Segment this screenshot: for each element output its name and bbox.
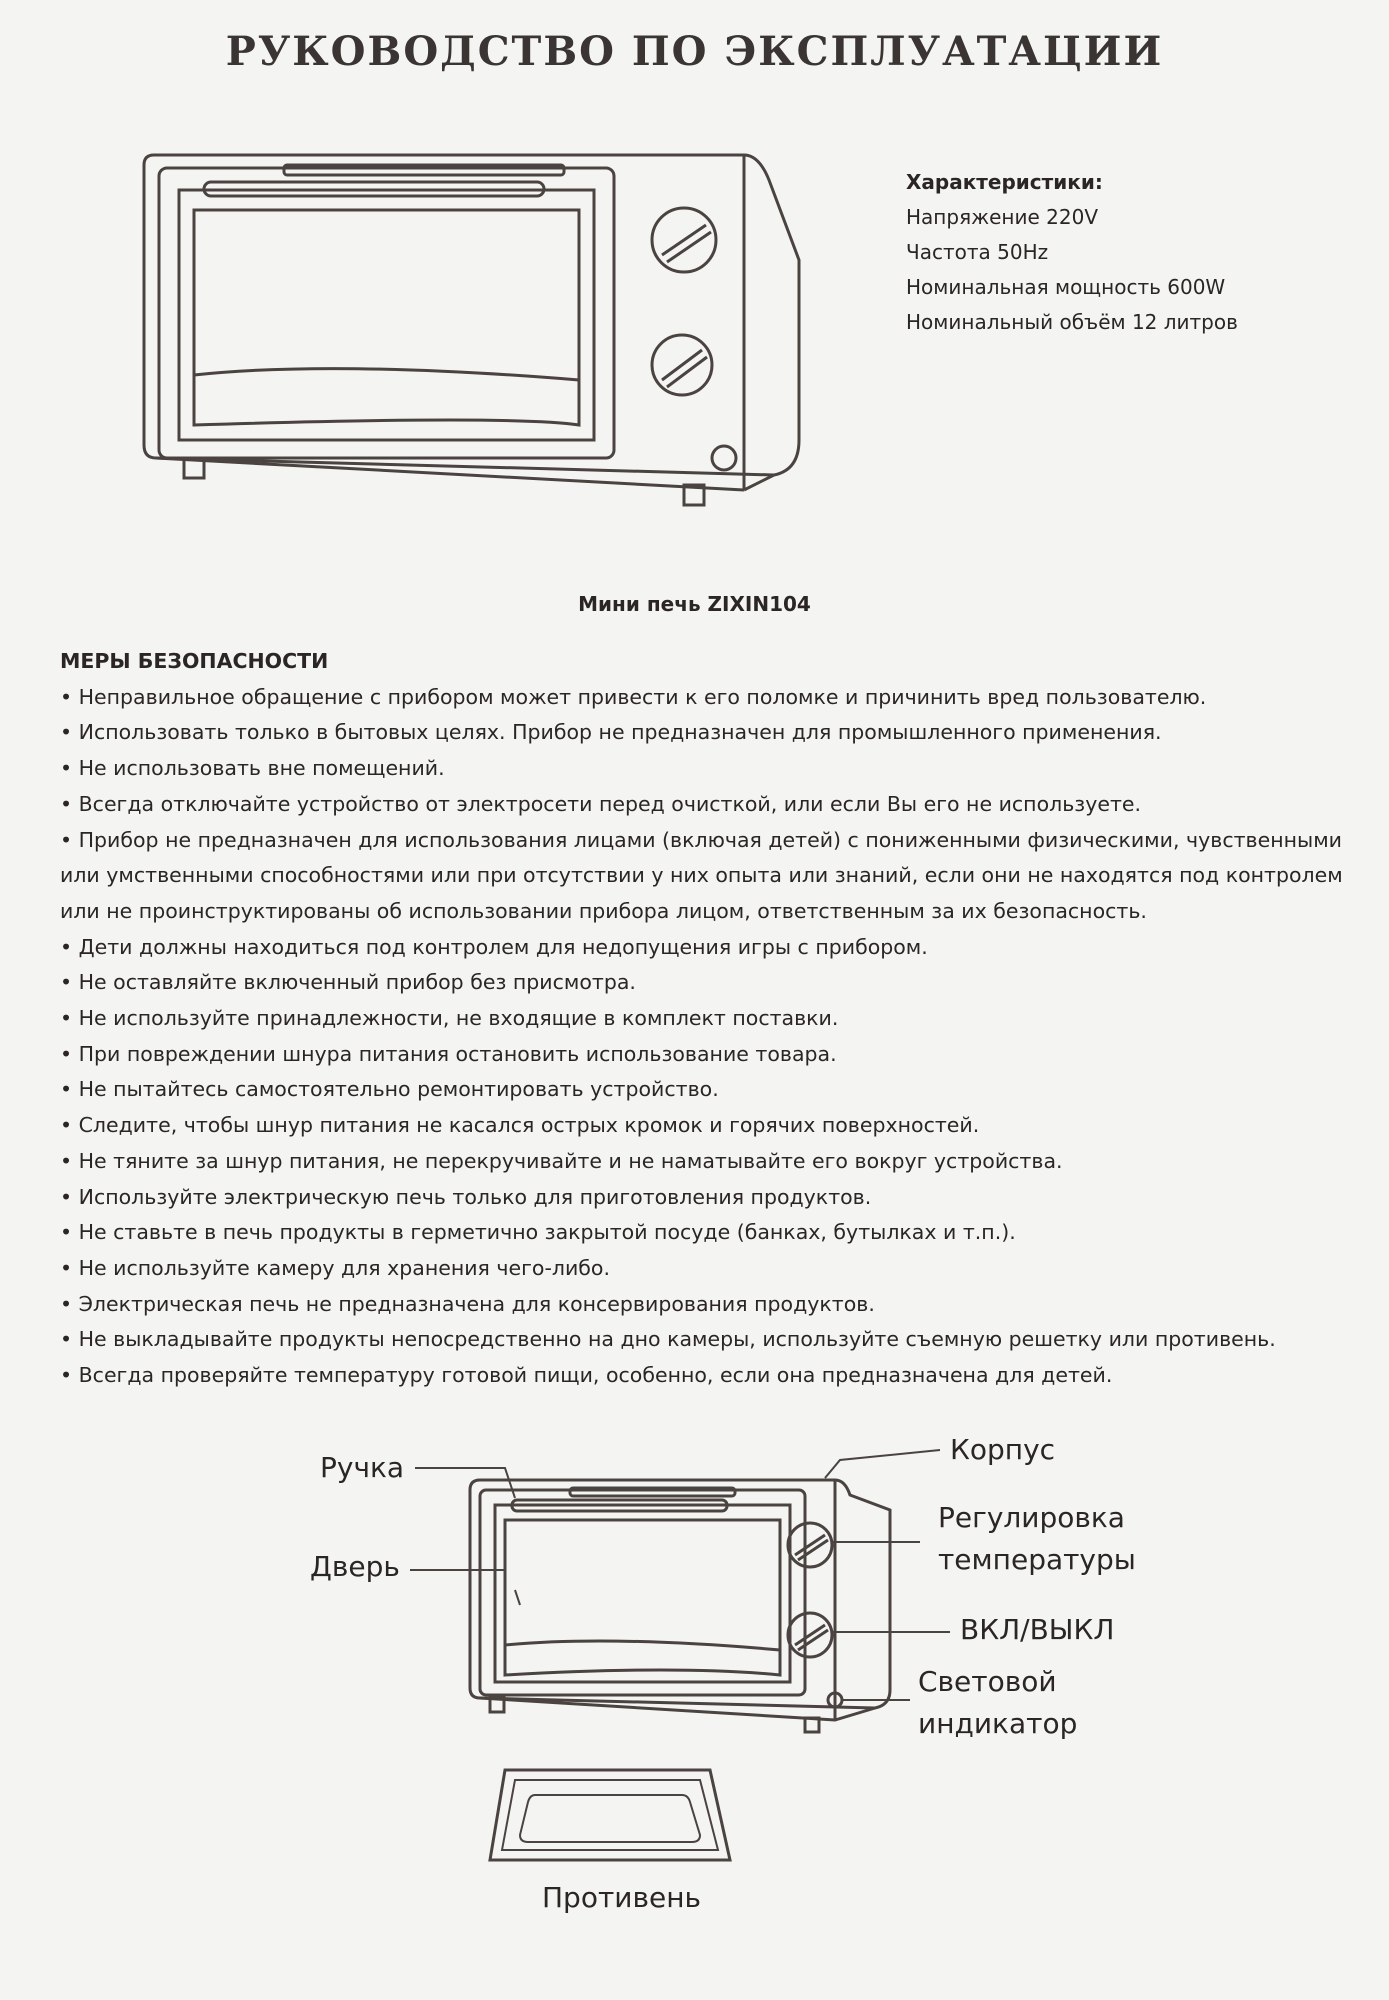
list-item: • Дети должны находиться под контролем для недопущения игры с прибором. xyxy=(60,930,1360,966)
spec-volume: Номинальный объём 12 литров xyxy=(906,310,1238,334)
label-indicator-line2: индикатор xyxy=(918,1707,1078,1740)
list-item: • Не используйте принадлежности, не входящие в комплект поставки. xyxy=(60,1001,1360,1037)
label-temp-line2: температуры xyxy=(938,1543,1136,1576)
list-item: • Неправильное обращение с прибором может привести к его поломке и причинить вред пользователю. xyxy=(60,680,1360,716)
specs-heading: Характеристики: xyxy=(906,170,1103,194)
oven-illustration xyxy=(134,140,824,520)
list-item: • Прибор не предназначен для использования лицами (включая детей) с пониженными физическими, чувственными или умственными способностями или при отсутствии у них опыта или знаний, если они не находятся под контролем или не проинструктированы об использовании прибора лицом, ответственным за их безопасность. xyxy=(60,823,1360,930)
list-item: • Не тяните за шнур питания, не перекручивайте и не наматывайте его вокруг устройства. xyxy=(60,1144,1360,1180)
label-indicator-line1: Световой xyxy=(918,1665,1057,1698)
list-item: • Не пытайтесь самостоятельно ремонтировать устройство. xyxy=(60,1072,1360,1108)
model-caption: Мини печь ZIXIN104 xyxy=(578,592,811,616)
label-power: ВКЛ/ВЫКЛ xyxy=(960,1613,1115,1646)
spec-frequency: Частота 50Hz xyxy=(906,240,1049,264)
label-body: Корпус xyxy=(950,1433,1056,1466)
list-item: • При повреждении шнура питания остановить использование товара. xyxy=(60,1037,1360,1073)
safety-list xyxy=(60,680,1360,1394)
safety-section xyxy=(60,644,1360,1394)
list-item: • Не ставьте в печь продукты в герметично закрытой посуде (банках, бутылках и т.п.). xyxy=(60,1215,1360,1251)
list-item: • Следите, чтобы шнур питания не касался острых кромок и горячих поверхностей. xyxy=(60,1108,1360,1144)
list-item: • Всегда проверяйте температуру готовой пищи, особенно, если она предназначена для детей. xyxy=(60,1358,1360,1394)
label-tray: Противень xyxy=(542,1881,702,1914)
list-item: • Не выкладывайте продукты непосредственно на дно камеры, используйте съемную решетку или противень. xyxy=(60,1322,1360,1358)
list-item: • Не оставляйте включенный прибор без присмотра. xyxy=(60,965,1360,1001)
list-item: • Электрическая печь не предназначена для консервирования продуктов. xyxy=(60,1287,1360,1323)
label-door: Дверь xyxy=(310,1550,400,1583)
list-item: • Использовать только в бытовых целях. Прибор не предназначен для промышленного применения. xyxy=(60,715,1360,751)
page-title: РУКОВОДСТВО ПО ЭКСПЛУАТАЦИИ xyxy=(225,28,1164,75)
list-item: • Используйте электрическую печь только для приготовления продуктов. xyxy=(60,1180,1360,1216)
list-item: • Не используйте камеру для хранения чего-либо. xyxy=(60,1251,1360,1287)
label-handle: Ручка xyxy=(320,1451,405,1484)
label-temp-line1: Регулировка xyxy=(938,1501,1125,1534)
safety-heading: МЕРЫ БЕЗОПАСНОСТИ xyxy=(60,649,329,673)
specifications xyxy=(906,165,1238,340)
spec-power: Номинальная мощность 600W xyxy=(906,275,1226,299)
parts-diagram xyxy=(280,1430,1180,1950)
list-item: • Не использовать вне помещений. xyxy=(60,751,1360,787)
spec-voltage: Напряжение 220V xyxy=(906,205,1099,229)
list-item: • Всегда отключайте устройство от электросети перед очисткой, или если Вы его не используете. xyxy=(60,787,1360,823)
